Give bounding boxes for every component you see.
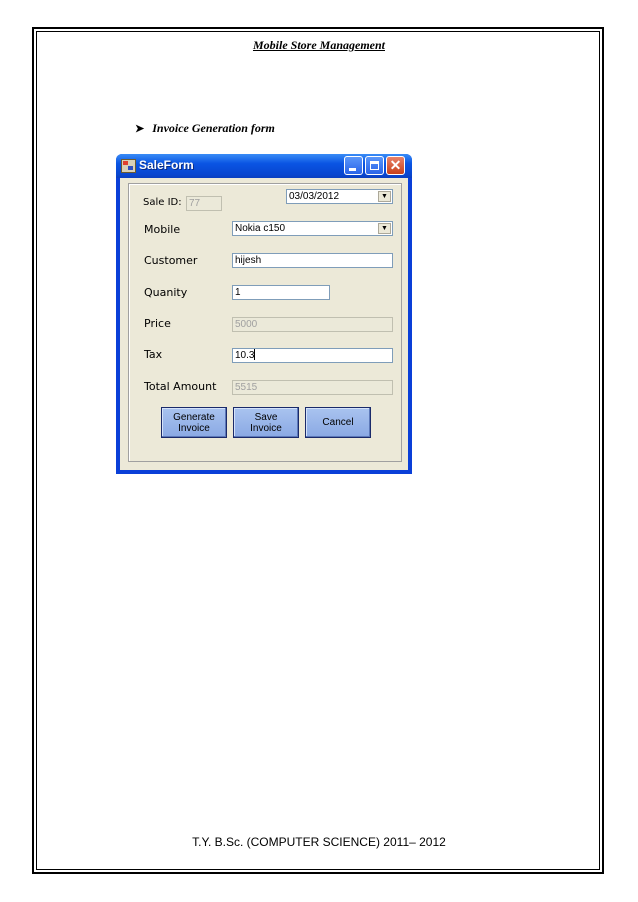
- sale-form-window: [116, 154, 412, 474]
- price-label: Price: [144, 317, 171, 330]
- quantity-label: Quanity: [144, 286, 188, 299]
- total-amount-field: 5515: [232, 380, 393, 395]
- chevron-down-icon[interactable]: ▼: [378, 191, 391, 202]
- sale-id-field: 77: [186, 196, 222, 211]
- tax-label: Tax: [144, 348, 163, 361]
- chevron-down-icon[interactable]: ▼: [378, 223, 391, 234]
- customer-label: Customer: [144, 254, 198, 267]
- price-field: 5000: [232, 317, 393, 332]
- section-heading-text: Invoice Generation form: [152, 121, 275, 135]
- total-amount-label: Total Amount: [144, 380, 217, 393]
- customer-field[interactable]: hijesh: [232, 253, 393, 268]
- generate-invoice-button[interactable]: Generate Invoice: [161, 407, 227, 438]
- minimize-button[interactable]: [344, 156, 363, 175]
- quantity-field[interactable]: 1: [232, 285, 330, 300]
- form-client-area: [120, 178, 408, 470]
- maximize-button[interactable]: [365, 156, 384, 175]
- text-caret: [254, 349, 255, 360]
- cancel-button[interactable]: Cancel: [305, 407, 371, 438]
- mobile-label: Mobile: [144, 223, 181, 236]
- section-heading: [135, 121, 275, 136]
- app-icon[interactable]: [121, 159, 136, 173]
- date-value: 03/03/2012: [289, 191, 340, 202]
- tax-field[interactable]: [232, 348, 393, 363]
- arrow-bullet-icon: ➤: [135, 123, 145, 135]
- document-header: Mobile Store Management: [252, 38, 385, 52]
- date-picker[interactable]: [286, 189, 393, 204]
- document-footer: T.Y. B.Sc. (COMPUTER SCIENCE) 2011– 2012: [192, 835, 446, 849]
- window-title: SaleForm: [139, 158, 194, 172]
- window-titlebar[interactable]: [116, 154, 412, 178]
- close-button[interactable]: ✕: [386, 156, 405, 175]
- mobile-select[interactable]: [232, 221, 393, 236]
- sale-id-label: Sale ID:: [143, 197, 182, 208]
- save-invoice-button[interactable]: Save Invoice: [233, 407, 299, 438]
- mobile-value: Nokia c150: [235, 223, 286, 234]
- tax-value: 10.3: [235, 350, 255, 361]
